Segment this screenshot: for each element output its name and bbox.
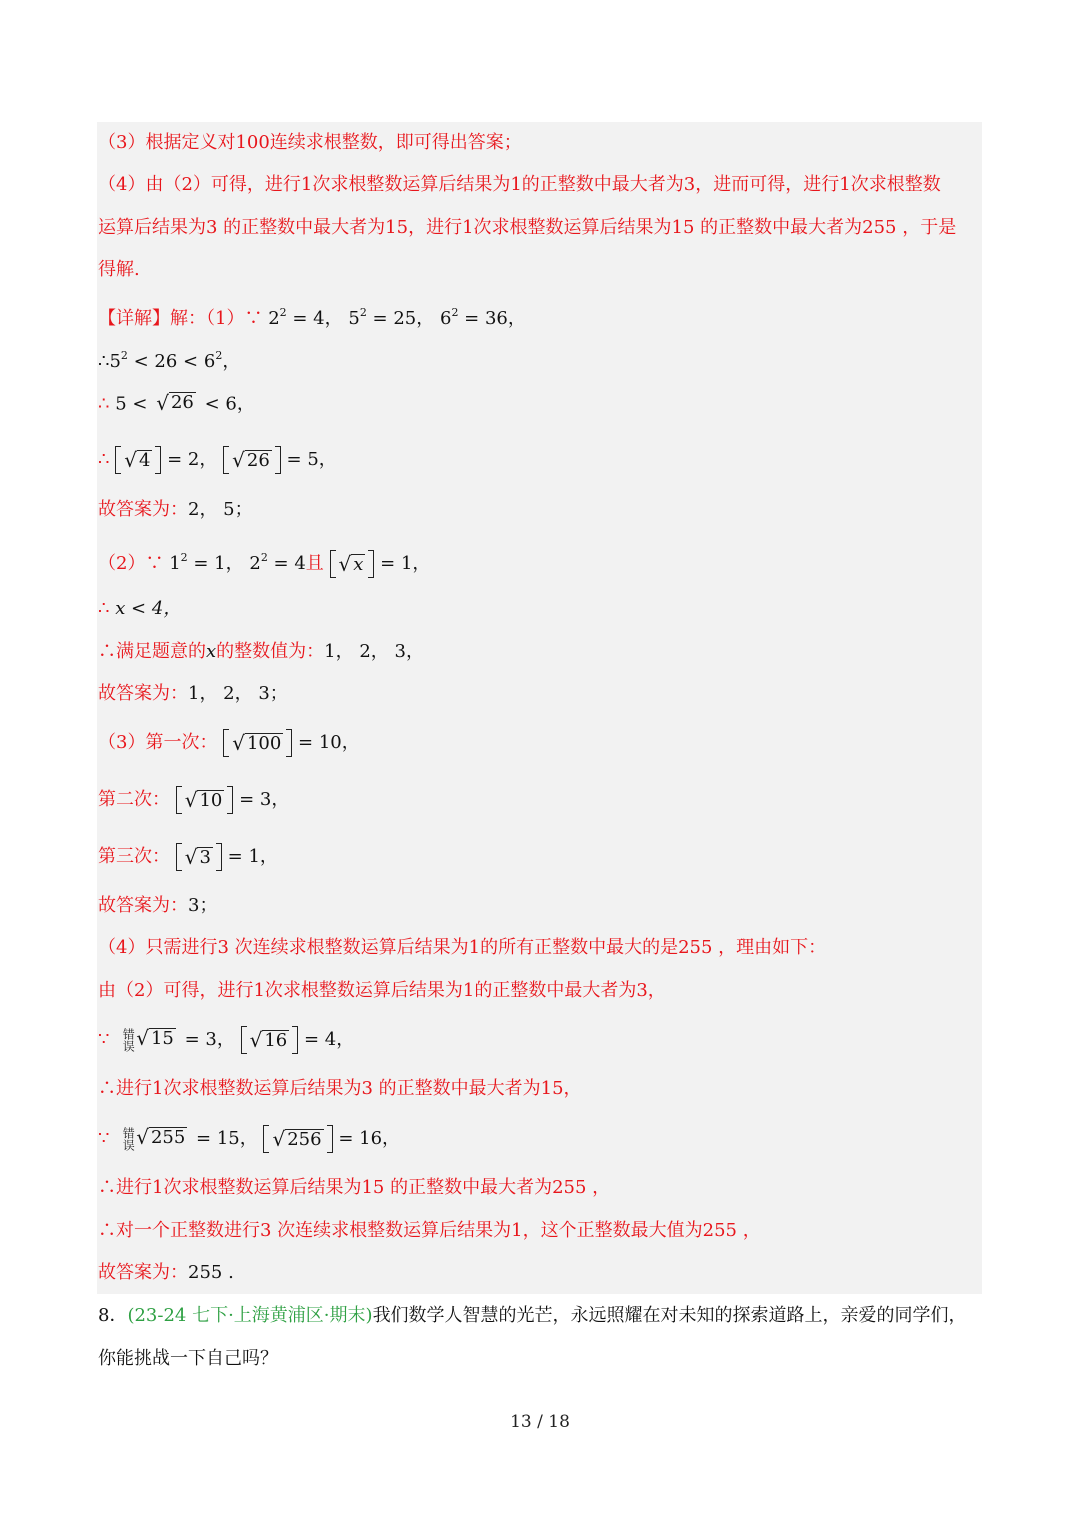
detail-line-7: ∴满足题意的x的整数值为：1， 2， 3， [98,641,424,662]
sqrt-255: √ 255 [136,1125,186,1149]
floor-sqrt-x: √ x [330,550,375,578]
solution-panel [97,122,982,1294]
question-number: 8． [98,1305,128,1326]
detail-part4-g: ∴对一个正整数进行3 次连续求根整数运算后结果为1，这个正整数最大值为255 ， [98,1220,761,1241]
sqrt-26: √ 26 [156,390,194,415]
detail-label: 【详解】 [98,308,170,329]
answer-1: 故答案为：2， 5； [98,499,253,520]
sqrt-15: √ 15 [136,1026,174,1050]
detail-part3-3: 第三次： √ 3 = 1， [98,845,278,869]
eq-squares: $2^2 = 4$， $5^2 = 25$， $6^2 = 36$， [268,306,526,329]
hint-part3: （3）根据定义对100连续求根整数，即可得出答案； [98,132,522,153]
floor-sqrt-256: √ 256 [263,1125,332,1153]
question-8-line-1 [98,1304,967,1328]
floor-sqrt-10: √ 10 [176,786,234,814]
floor-sqrt-16: √ 16 [241,1026,299,1054]
detail-part3-1: （3）第一次： √ 100 = 10， [98,731,360,755]
detail-part4-f: ∴进行1次求根整数运算后结果为15 的正整数中最大者为255 ， [98,1177,611,1198]
detail-line-4: ∴ √ 4 = 2， √ 26 = 5， [98,448,337,472]
detail-part4-d: ∴进行1次求根整数运算后结果为3 的正整数中最大者为15， [98,1078,582,1099]
integer-values-text: 的整数值为： [216,641,325,662]
floor-sqrt-26: √ 26 [223,446,281,474]
detail-intro: 解：（1）∵ [170,308,263,329]
question-8-line-2: 你能挑战一下自己吗？ [98,1348,278,1369]
answer-2: 故答案为：1， 2， 3； [98,683,288,704]
detail-part4-a: （4）只需进行3 次连续求根整数运算后结果为1的所有正整数中最大的是255 ，理由如下： [98,937,827,958]
hint-part4-a: （4）由（2）可得，进行1次求根整数运算后结果为1的正整数中最大者为3，进而可得，进行1次求根整数 [98,174,941,195]
detail-part4-b: 由（2）可得，进行1次求根整数运算后结果为1的正整数中最大者为3， [98,980,666,1001]
detail-part4-c: ∵ 错误 √ 15 = 3， √ 16 = 4， [98,1026,355,1052]
page-number: 13 / 18 [510,1412,570,1432]
hint-part4-b: 运算后结果为3 的正整数中最大者为15，进行1次求根整数运算后结果为15 的正整数中最大者为255 ，于是 [98,217,957,238]
detail-line-2: $\therefore 5^2 < 26 < 6^2$， [98,349,241,372]
floor-sqrt-3: √ 3 [176,843,222,871]
answer-3: 故答案为：3； [98,895,218,916]
detail-line-6: ∴ x < 4， [98,598,182,619]
detail-part3-2: 第二次： √ 10 = 3， [98,788,290,812]
floor-sqrt-100: √ 100 [223,729,292,757]
question-text-a: 我们数学人智慧的光芒，永远照耀在对未知的探索道路上，亲爱的同学们， [372,1305,967,1326]
detail-line-1 [98,301,526,331]
detail-part2: （2）∵ $1^2 = 1$， $2^2 = 4$且 √ x = 1， [98,551,431,576]
garbled-glyph: 错误 [121,1028,136,1052]
hint-part4-c: 得解. [98,259,140,280]
answer-4: 故答案为：255 . [98,1262,234,1283]
floor-sqrt-4: √ 4 [115,446,161,474]
detail-part4-e: ∵ 错误 √ 255 = 15， √ 256 = 16， [98,1125,401,1151]
garbled-glyph-2: 错误 [121,1127,136,1151]
question-source: (23-24 七下·上海黄浦区·期末) [127,1305,373,1326]
detail-line-3: ∴ 5 < √ 26 < 6， [98,390,255,415]
